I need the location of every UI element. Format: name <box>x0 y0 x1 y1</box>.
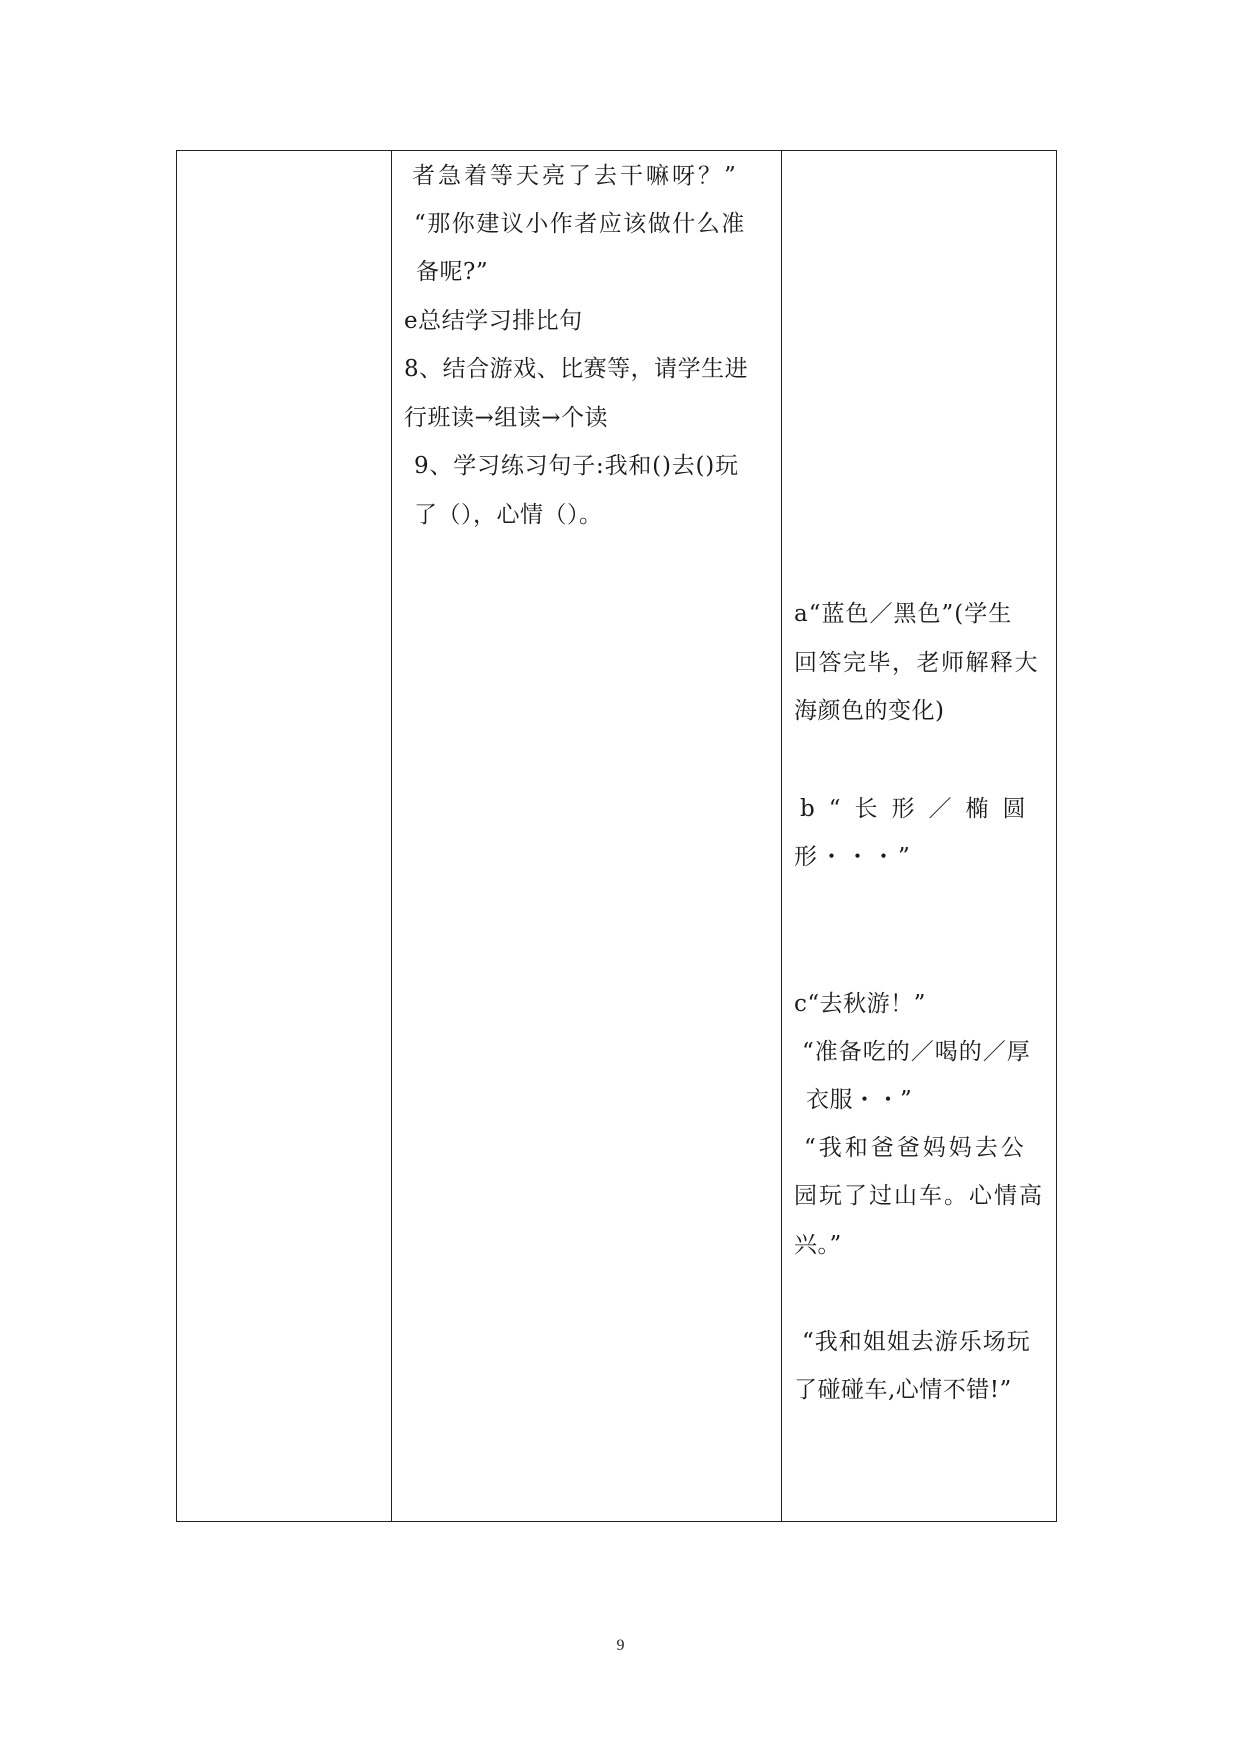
text-line: 了碰碰车,心情不错!” <box>794 1377 1012 1403</box>
text-line: 者急着等天亮了去干嘛呀？” <box>412 163 739 189</box>
text-line: b“长形／椭圆 <box>800 796 1040 822</box>
left-cell-content <box>177 151 391 1521</box>
text-line: 备呢?” <box>416 259 489 285</box>
text-line: 海颜色的变化) <box>794 698 945 724</box>
teacher-activity-content <box>392 151 781 1521</box>
text-line: “那你建议小作者应该做什么准 <box>414 211 746 237</box>
student-activity-content <box>782 151 1056 1521</box>
page-number: 9 <box>616 1637 625 1654</box>
right-column-cell <box>782 151 1057 1522</box>
left-column-cell <box>177 151 392 1522</box>
text-line: “我和爸爸妈妈去公 <box>804 1135 1027 1161</box>
text-line: a“蓝色／黑色”(学生 <box>794 601 1013 627</box>
table-row <box>177 151 1057 1522</box>
text-line: 行班读→组读→个读 <box>404 405 609 431</box>
lesson-plan-table <box>176 150 1057 1522</box>
text-line: e总结学习排比句 <box>404 308 583 334</box>
text-line: 9、学习练习句子:我和()去()玩 <box>414 453 739 479</box>
text-line: 园玩了过山车。心情高 <box>794 1183 1044 1209</box>
text-line: 形・・・” <box>794 844 913 870</box>
text-line: 衣服・・” <box>806 1087 913 1113</box>
text-line: “我和姐姐去游乐场玩 <box>802 1329 1031 1355</box>
text-line: 兴。” <box>794 1232 842 1258</box>
text-line: 了（），心情（）。 <box>414 502 603 528</box>
text-line: 回答完毕，老师解释大 <box>794 650 1039 676</box>
middle-column-cell <box>392 151 782 1522</box>
text-line: c“去秋游！” <box>794 991 926 1017</box>
text-line: “准备吃的／喝的／厚 <box>802 1039 1031 1065</box>
text-line: 8、结合游戏、比赛等，请学生进 <box>404 356 749 382</box>
